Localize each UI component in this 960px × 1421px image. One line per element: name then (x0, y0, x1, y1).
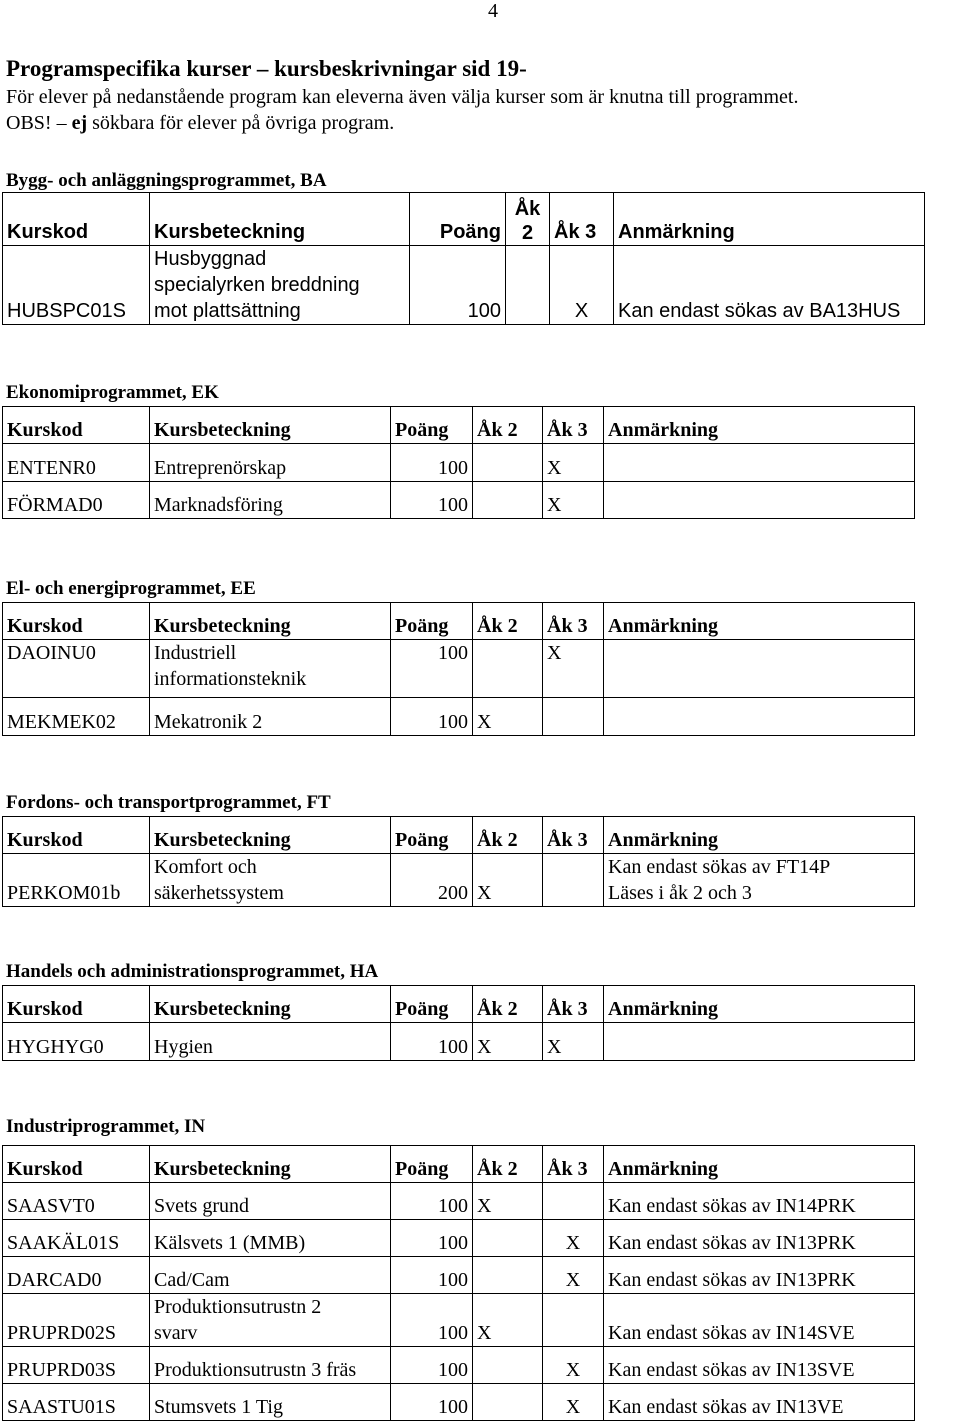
course-points: 200 (391, 854, 473, 907)
course-points: 100 (391, 482, 473, 519)
course-points: 100 (410, 246, 506, 325)
section-title-ee: El- och energiprogrammet, EE (6, 578, 256, 599)
table-row (3, 1257, 915, 1294)
header-kurskod: Kurskod (3, 193, 150, 246)
header-poang: Poäng (391, 817, 473, 854)
header-anmarkning: Anmärkning (604, 817, 915, 854)
course-code: FÖRMAD0 (3, 482, 150, 519)
course-name: Industriell informationsteknik (150, 640, 391, 698)
course-ak3 (543, 1183, 604, 1220)
header-anmarkning: Anmärkning (604, 1146, 915, 1183)
course-remark: Kan endast sökas av FT14P Läses i åk 2 och 3 (604, 854, 915, 907)
table-ft (2, 816, 915, 907)
course-ak3: X (543, 1220, 604, 1257)
course-remark (604, 1023, 915, 1061)
header-ak3: Åk 3 (543, 986, 604, 1023)
course-name: Komfort och säkerhetssystem (150, 854, 391, 907)
table-ek (2, 406, 915, 519)
course-ak3 (543, 854, 604, 907)
course-remark: Kan endast sökas av IN13PRK (604, 1220, 915, 1257)
header-kursbeteckning: Kursbeteckning (150, 603, 391, 640)
course-remark: Kan endast sökas av BA13HUS (614, 246, 925, 325)
header-kursbeteckning: Kursbeteckning (150, 407, 391, 444)
course-name: Husbyggnad specialyrken breddning mot plattsättning (150, 246, 410, 325)
header-ak3: Åk 3 (543, 817, 604, 854)
course-name: Cad/Cam (150, 1257, 391, 1294)
course-ak3 (543, 698, 604, 736)
table-ba (2, 192, 925, 325)
table-row (3, 1294, 915, 1347)
course-remark: Kan endast sökas av IN13SVE (604, 1347, 915, 1384)
course-points: 100 (391, 1183, 473, 1220)
course-ak3: X (543, 1257, 604, 1294)
intro-prefix: OBS! – (6, 112, 72, 134)
course-ak2: X (473, 1294, 543, 1347)
course-code: HUBSPC01S (3, 246, 150, 325)
course-ak2 (473, 1384, 543, 1421)
course-name: Svets grund (150, 1183, 391, 1220)
course-name: Entreprenörskap (150, 444, 391, 482)
header-poang: Poäng (391, 603, 473, 640)
course-ak2 (473, 1220, 543, 1257)
table-in (2, 1145, 915, 1421)
table-header (3, 1146, 915, 1183)
table-ha (2, 985, 915, 1061)
course-code: DAOINU0 (3, 640, 150, 698)
course-ak3: X (543, 1347, 604, 1384)
table-row (3, 1023, 915, 1061)
course-remark (604, 482, 915, 519)
table-row (3, 854, 915, 907)
course-ak2 (473, 482, 543, 519)
header-kurskod: Kurskod (3, 603, 150, 640)
header-poang: Poäng (391, 986, 473, 1023)
course-ak2 (473, 444, 543, 482)
course-code: HYGHYG0 (3, 1023, 150, 1061)
table-row (3, 640, 915, 698)
header-kurskod: Kurskod (3, 817, 150, 854)
table-header (3, 193, 925, 246)
page-number: 4 (488, 0, 498, 22)
course-ak3: X (543, 444, 604, 482)
intro-line-2 (6, 112, 394, 135)
intro-emphasis: ej (71, 112, 88, 134)
table-row (3, 444, 915, 482)
header-ak3: Åk 3 (550, 193, 614, 246)
course-ak2 (473, 640, 543, 698)
course-remark: Kan endast sökas av IN14PRK (604, 1183, 915, 1220)
course-code: PERKOM01b (3, 854, 150, 907)
course-remark (604, 640, 915, 698)
course-points: 100 (391, 1220, 473, 1257)
intro-line-1: För elever på nedanstående program kan eleverna även välja kurser som är knutna till programmet. (6, 86, 799, 108)
table-ee (2, 602, 915, 736)
header-ak2: Åk 2 (473, 603, 543, 640)
course-ak3 (543, 1294, 604, 1347)
course-remark: Kan endast sökas av IN13VE (604, 1384, 915, 1421)
table-row (3, 1384, 915, 1421)
header-anmarkning: Anmärkning (604, 407, 915, 444)
header-anmarkning: Anmärkning (614, 193, 925, 246)
course-name: Stumsvets 1 Tig (150, 1384, 391, 1421)
header-ak2: Åk 2 (506, 193, 550, 246)
course-code: ENTENR0 (3, 444, 150, 482)
table-row (3, 1347, 915, 1384)
table-row (3, 246, 925, 325)
header-kurskod: Kurskod (3, 986, 150, 1023)
header-ak3: Åk 3 (543, 407, 604, 444)
course-ak3: X (543, 1384, 604, 1421)
header-kursbeteckning: Kursbeteckning (150, 1146, 391, 1183)
header-ak2: Åk 2 (473, 407, 543, 444)
header-kurskod: Kurskod (3, 407, 150, 444)
header-ak3: Åk 3 (543, 1146, 604, 1183)
course-code: MEKMEK02 (3, 698, 150, 736)
course-ak2: X (473, 854, 543, 907)
course-points: 100 (391, 1023, 473, 1061)
course-remark: Kan endast sökas av IN13PRK (604, 1257, 915, 1294)
header-kursbeteckning: Kursbeteckning (150, 817, 391, 854)
course-code: PRUPRD02S (3, 1294, 150, 1347)
course-remark: Kan endast sökas av IN14SVE (604, 1294, 915, 1347)
table-header (3, 817, 915, 854)
section-title-ft: Fordons- och transportprogrammet, FT (6, 792, 331, 813)
course-code: SAAKÄL01S (3, 1220, 150, 1257)
course-points: 100 (391, 698, 473, 736)
course-remark (604, 698, 915, 736)
table-row (3, 1220, 915, 1257)
header-poang: Poäng (410, 193, 506, 246)
course-ak2 (473, 1257, 543, 1294)
page-title: Programspecifika kurser – kursbeskrivningar sid 19- (6, 56, 527, 81)
section-title-in: Industriprogrammet, IN (6, 1116, 206, 1137)
course-code: SAASTU01S (3, 1384, 150, 1421)
header-anmarkning: Anmärkning (604, 603, 915, 640)
course-name: Produktionsutrustn 3 fräs (150, 1347, 391, 1384)
course-ak2: X (473, 1183, 543, 1220)
course-points: 100 (391, 1257, 473, 1294)
table-header (3, 407, 915, 444)
table-header (3, 603, 915, 640)
section-title-ha: Handels och administrationsprogrammet, HA (6, 961, 379, 982)
header-poang: Poäng (391, 1146, 473, 1183)
course-ak2: X (473, 698, 543, 736)
header-kurskod: Kurskod (3, 1146, 150, 1183)
header-ak3: Åk 3 (543, 603, 604, 640)
intro-suffix: sökbara för elever på övriga program. (87, 112, 395, 134)
section-title-ek: Ekonomiprogrammet, EK (6, 382, 219, 403)
course-ak2: X (473, 1023, 543, 1061)
course-points: 100 (391, 1384, 473, 1421)
course-ak3: X (543, 482, 604, 519)
table-row (3, 698, 915, 736)
header-ak2: Åk 2 (473, 817, 543, 854)
course-code: SAASVT0 (3, 1183, 150, 1220)
table-row (3, 1183, 915, 1220)
course-ak3: X (543, 640, 604, 698)
course-code: DARCAD0 (3, 1257, 150, 1294)
course-name: Kälsvets 1 (MMB) (150, 1220, 391, 1257)
course-ak2 (506, 246, 550, 325)
header-kursbeteckning: Kursbeteckning (150, 193, 410, 246)
course-points: 100 (391, 444, 473, 482)
course-ak3: X (550, 246, 614, 325)
header-poang: Poäng (391, 407, 473, 444)
course-name: Mekatronik 2 (150, 698, 391, 736)
header-ak2: Åk 2 (473, 986, 543, 1023)
course-ak3: X (543, 1023, 604, 1061)
table-row (3, 482, 915, 519)
course-points: 100 (391, 1347, 473, 1384)
header-kursbeteckning: Kursbeteckning (150, 986, 391, 1023)
course-name: Marknadsföring (150, 482, 391, 519)
course-points: 100 (391, 1294, 473, 1347)
course-ak2 (473, 1347, 543, 1384)
course-points: 100 (391, 640, 473, 698)
section-title-ba: Bygg- och anläggningsprogrammet, BA (6, 170, 327, 191)
header-ak2: Åk 2 (473, 1146, 543, 1183)
course-name: Hygien (150, 1023, 391, 1061)
course-name: Produktionsutrustn 2 svarv (150, 1294, 391, 1347)
table-header (3, 986, 915, 1023)
course-remark (604, 444, 915, 482)
header-anmarkning: Anmärkning (604, 986, 915, 1023)
course-code: PRUPRD03S (3, 1347, 150, 1384)
